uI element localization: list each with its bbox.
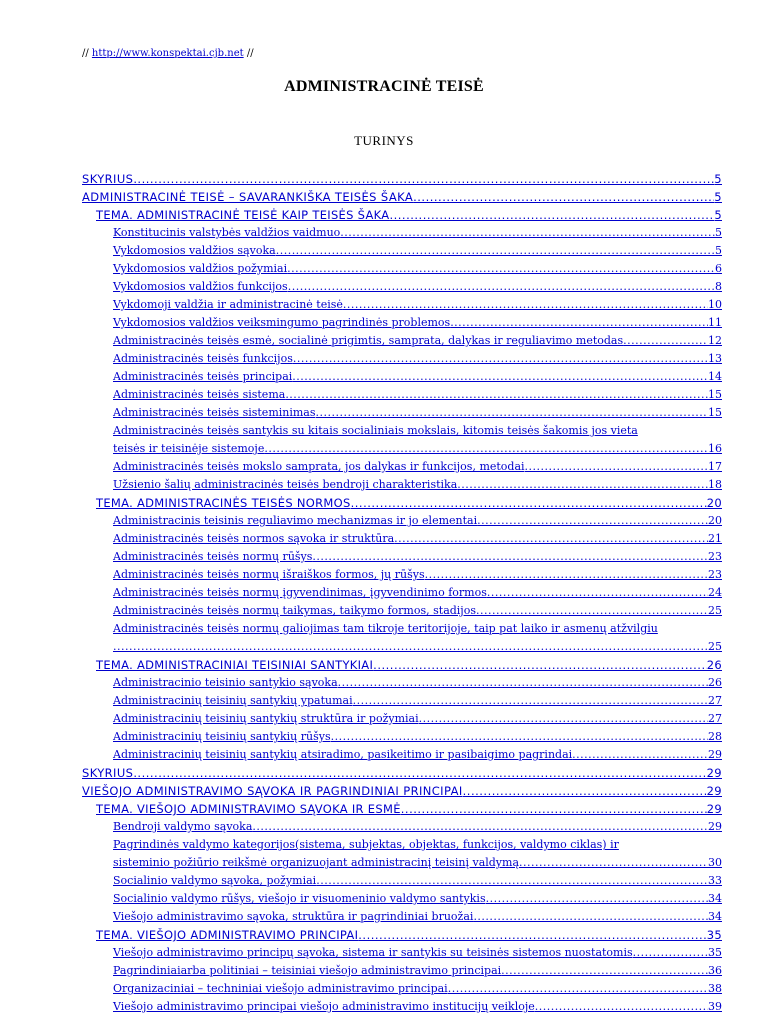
dot-leader xyxy=(292,368,708,386)
toc-entry[interactable] xyxy=(82,188,722,206)
toc-entry-text: TEMA. ADMINISTRACINIAI TEISINIAI SANTYKIAI xyxy=(96,658,374,672)
toc-entry-text: Administracinės teisės sistema xyxy=(113,388,286,401)
toc-page-number: 34 xyxy=(708,910,722,923)
toc-entry-text: Administracinių teisinių santykių ypatumai xyxy=(113,694,353,707)
toc-entry-text: Vykdomoji valdžia ir administracinė teisė xyxy=(113,298,343,311)
toc-entry[interactable] xyxy=(82,602,722,620)
toc-page-number: 33 xyxy=(708,874,722,887)
toc-entry[interactable] xyxy=(82,278,722,296)
toc-page-number: 6 xyxy=(715,262,722,275)
toc-heading: TURINYS xyxy=(354,133,414,148)
toc-page-number: 15 xyxy=(708,388,722,401)
toc-page-number: 30 xyxy=(708,856,722,869)
dot-leader xyxy=(463,782,707,800)
toc-entry[interactable] xyxy=(82,458,722,476)
dot-leader xyxy=(137,170,714,188)
toc-entry-text: Bendroji valdymo sąvoka xyxy=(113,820,253,833)
toc-entry[interactable] xyxy=(82,314,722,332)
toc-entry-text: Administracinės teisės normų įgyvendinimas, įgyvendinimo formos xyxy=(113,586,487,599)
toc-entry-text: Administracinės teisės normų rūšys xyxy=(113,550,313,563)
toc-entry[interactable] xyxy=(82,206,722,224)
dot-leader xyxy=(413,188,714,206)
toc-entry-text: Pagrindinės valdymo kategorijos(sistema, subjektas, objektas, funkcijos, valdymo ciklas) ir xyxy=(113,838,619,851)
toc-entry[interactable] xyxy=(82,368,722,386)
toc-page-number: 29 xyxy=(706,766,722,780)
toc-page-number: 35 xyxy=(708,946,722,959)
toc-page-number: 38 xyxy=(708,982,722,995)
dot-leader xyxy=(486,890,708,908)
toc-entry-text: Administracinės teisės esmė, socialinė prigimtis, samprata, dalykas ir reguliavimo metodas xyxy=(113,334,624,347)
table-of-contents xyxy=(82,170,722,1016)
toc-entry[interactable] xyxy=(82,872,722,890)
toc-page-number: 5 xyxy=(714,190,722,204)
header-prefix: // xyxy=(82,48,92,59)
toc-entry[interactable] xyxy=(82,692,722,710)
dot-leader xyxy=(285,386,708,404)
toc-entry[interactable] xyxy=(82,674,722,692)
dot-leader xyxy=(476,602,708,620)
dot-leader xyxy=(572,746,708,764)
toc-entry-text: Administracinių teisinių santykių struktūra ir požymiai xyxy=(113,712,419,725)
toc-entry[interactable] xyxy=(82,476,722,494)
dot-leader xyxy=(487,584,708,602)
toc-entry[interactable] xyxy=(82,962,722,980)
toc-entry-text: Socialinio valdymo sąvoka, požymiai xyxy=(113,874,317,887)
toc-entry-text: TEMA. VIEŠOJO ADMINISTRAVIMO PRINCIPAI xyxy=(96,928,359,942)
dot-leader xyxy=(264,440,708,458)
toc-entry-text: Vykdomosios valdžios požymiai xyxy=(113,262,288,275)
toc-entry-text: Administracinės teisės funkcijos xyxy=(113,352,293,365)
dot-leader xyxy=(353,692,708,710)
dot-leader xyxy=(288,278,715,296)
toc-entry[interactable] xyxy=(82,944,722,962)
toc-entry-text: Užsienio šalių administracinės teisės bendroji charakteristika xyxy=(113,478,458,491)
toc-page-number: 10 xyxy=(708,298,722,311)
toc-entry[interactable] xyxy=(82,584,722,602)
toc-entry-text: Administracinės teisės mokslo samprata, jos dalykas ir funkcijos, metodai xyxy=(113,460,525,473)
toc-entry-text: ADMINISTRACINĖ TEISĖ – SAVARANKIŠKA TEISĖS ŠAKA xyxy=(82,190,414,204)
dot-leader xyxy=(519,854,708,872)
toc-entry-text: TEMA. ADMINISTRACINĖ TEISĖ KAIP TEISĖS ŠAKA xyxy=(96,208,390,222)
toc-entry-text: Pagrindiniaiarba politiniai – teisiniai viešojo administravimo principai xyxy=(113,964,502,977)
dot-leader xyxy=(340,224,715,242)
toc-entry[interactable] xyxy=(82,548,722,566)
header-suffix: // xyxy=(243,48,254,59)
toc-entry[interactable] xyxy=(82,296,722,314)
toc-entry-text: Administracinės teisės sisteminimas xyxy=(113,406,316,419)
toc-entry-text: Administracinis teisinis reguliavimo mechanizmas ir jo elementai xyxy=(113,514,478,527)
toc-entry[interactable] xyxy=(82,224,722,242)
toc-entry-text: TEMA. ADMINISTRACINĖS TEISĖS NORMOS xyxy=(96,496,351,510)
document-title: ADMINISTRACINĖ TEISĖ xyxy=(284,78,484,95)
toc-page-number: 29 xyxy=(706,802,722,816)
toc-entry-text: Vykdomosios valdžios veiksmingumo pagrindinės problemos xyxy=(113,316,451,329)
dot-leader xyxy=(501,962,708,980)
toc-page-number: 34 xyxy=(708,892,722,905)
toc-page-number: 11 xyxy=(708,316,722,329)
toc-page-number: 25 xyxy=(708,640,722,653)
toc-page-number: 17 xyxy=(708,460,722,473)
toc-page-number: 8 xyxy=(715,280,722,293)
toc-entry[interactable] xyxy=(82,404,722,422)
toc-page-number: 15 xyxy=(708,406,722,419)
toc-entry[interactable] xyxy=(82,998,722,1016)
dot-leader xyxy=(351,494,707,512)
dot-leader xyxy=(477,512,708,530)
toc-entry-text: Administracinės teisės normos sąvoka ir struktūra xyxy=(113,532,395,545)
toc-entry[interactable] xyxy=(82,386,722,404)
dot-leader xyxy=(331,728,708,746)
toc-page-number: 20 xyxy=(706,496,722,510)
toc-page-number: 14 xyxy=(708,370,722,383)
toc-entry[interactable] xyxy=(82,836,722,872)
toc-entry-text-cont: sisteminio požiūrio reikšmė organizuojant administracinį teisinį valdymą xyxy=(113,856,520,869)
toc-page-number: 39 xyxy=(708,1000,722,1013)
toc-page-number: 36 xyxy=(708,964,722,977)
toc-entry[interactable] xyxy=(82,746,722,764)
toc-page-number: 5 xyxy=(715,244,722,257)
toc-entry[interactable] xyxy=(82,890,722,908)
dot-leader xyxy=(389,206,714,224)
toc-page-number: 26 xyxy=(706,658,722,672)
dot-leader xyxy=(276,242,715,260)
toc-entry[interactable] xyxy=(82,512,722,530)
toc-entry[interactable] xyxy=(82,782,722,800)
toc-entry[interactable] xyxy=(82,710,722,728)
toc-entry-text: Organizaciniai – techniniai viešojo administravimo principai xyxy=(113,982,448,995)
toc-page-number: 21 xyxy=(708,532,722,545)
toc-entry-text: Administracinių teisinių santykių atsiradimo, pasikeitimo ir pasibaigimo pagrindai xyxy=(113,748,573,761)
toc-page-number: 29 xyxy=(708,748,722,761)
toc-entry-text: VIEŠOJO ADMINISTRAVIMO SĄVOKA IR PAGRINDINIAI PRINCIPAI xyxy=(82,784,463,798)
toc-entry-text: Administracinės teisės normų taikymas, taikymo formos, stadijos xyxy=(113,604,476,617)
toc-entry[interactable] xyxy=(82,350,722,368)
toc-entry-text: TEMA. VIEŠOJO ADMINISTRAVIMO SĄVOKA IR ESMĖ xyxy=(96,802,401,816)
dot-leader xyxy=(535,998,708,1016)
toc-entry-text: Vykdomosios valdžios funkcijos xyxy=(113,280,288,293)
toc-entry-text: Administracinės teisės normų galiojimas tam tikroje teritorijoje, taip pat laiko ir asmenų atžvilgiu xyxy=(113,622,658,635)
toc-entry-text: SKYRIUS. xyxy=(82,172,138,186)
dot-leader xyxy=(633,944,708,962)
dot-leader xyxy=(312,548,708,566)
dot-leader xyxy=(425,566,708,584)
toc-entry-text: Vykdomosios valdžios sąvoka xyxy=(113,244,276,257)
page-header xyxy=(82,48,254,59)
toc-entry-text-cont: teisės ir teisinėje sistemoje xyxy=(113,442,265,455)
toc-entry-text: Socialinio valdymo rūšys, viešojo ir visuomeninio valdymo santykis xyxy=(113,892,486,905)
toc-entry[interactable] xyxy=(82,566,722,584)
toc-entry[interactable] xyxy=(82,530,722,548)
toc-entry-text: Viešojo administravimo principų sąvoka, sistema ir santykis su teisinės sistemos nuostatomis xyxy=(113,946,633,959)
dot-leader xyxy=(316,404,708,422)
toc-entry[interactable] xyxy=(82,422,722,458)
toc-entry-text: Konstitucinis valstybės valdžios vaidmuo xyxy=(113,226,341,239)
toc-page-number: 35 xyxy=(706,928,722,942)
toc-entry-text: Viešojo administravimo sąvoka, struktūra ir pagrindiniai bruožai xyxy=(113,910,474,923)
toc-entry-text: Administracinio teisinio santykio sąvoka xyxy=(113,676,338,689)
toc-entry[interactable] xyxy=(82,332,722,350)
toc-entry[interactable] xyxy=(82,260,722,278)
toc-page-number: 29 xyxy=(708,820,722,833)
dot-leader xyxy=(448,980,708,998)
toc-entry-text: Administracinės teisės principai xyxy=(113,370,293,383)
toc-page-number: 5 xyxy=(714,172,722,186)
toc-entry-text: SKYRIUS. xyxy=(82,766,138,780)
dot-leader xyxy=(252,818,708,836)
dot-leader xyxy=(137,764,706,782)
dot-leader xyxy=(287,260,715,278)
toc-entry[interactable] xyxy=(82,980,722,998)
toc-entry[interactable] xyxy=(82,728,722,746)
dot-leader xyxy=(394,530,708,548)
toc-page-number: 24 xyxy=(708,586,722,599)
dot-leader xyxy=(113,638,708,656)
toc-page-number: 23 xyxy=(708,568,722,581)
toc-entry[interactable] xyxy=(82,800,722,818)
toc-entry-text: Administracinės teisės normų išraiškos formos, jų rūšys xyxy=(113,568,425,581)
header-link[interactable]: http://www.konspektai.cjb.net xyxy=(91,48,244,59)
toc-entry-text: Administracinių teisinių santykių rūšys xyxy=(113,730,331,743)
dot-leader xyxy=(457,476,708,494)
toc-page-number: 20 xyxy=(708,514,722,527)
dot-leader xyxy=(419,710,708,728)
toc-page-number: 29 xyxy=(706,784,722,798)
dot-leader xyxy=(358,926,707,944)
dot-leader xyxy=(623,332,708,350)
toc-page-number: 13 xyxy=(708,352,722,365)
toc-entry[interactable] xyxy=(82,494,722,512)
dot-leader xyxy=(473,908,708,926)
toc-entry-text: Viešojo administravimo principai viešojo administravimo institucijų veikloje xyxy=(113,1000,535,1013)
toc-page-number: 12 xyxy=(708,334,722,347)
toc-page-number: 23 xyxy=(708,550,722,563)
toc-entry[interactable] xyxy=(82,926,722,944)
toc-page-number: 26 xyxy=(708,676,722,689)
toc-page-number: 27 xyxy=(708,694,722,707)
dot-leader xyxy=(450,314,708,332)
toc-page-number: 28 xyxy=(708,730,722,743)
toc-entry[interactable] xyxy=(82,170,722,188)
toc-page-number: 16 xyxy=(708,442,722,455)
toc-page-number: 5 xyxy=(715,226,722,239)
dot-leader xyxy=(316,872,708,890)
toc-page-number: 18 xyxy=(708,478,722,491)
toc-entry[interactable] xyxy=(82,908,722,926)
toc-entry[interactable] xyxy=(82,764,722,782)
toc-entry[interactable] xyxy=(82,620,722,656)
dot-leader xyxy=(293,350,708,368)
dot-leader xyxy=(525,458,708,476)
dot-leader xyxy=(401,800,707,818)
toc-entry-text: Administracinės teisės santykis su kitais socialiniais mokslais, kitomis teisės šakomis jos vieta xyxy=(113,424,638,437)
toc-entry[interactable] xyxy=(82,656,722,674)
dot-leader xyxy=(343,296,708,314)
toc-entry[interactable] xyxy=(82,818,722,836)
toc-page-number: 25 xyxy=(708,604,722,617)
dot-leader xyxy=(338,674,708,692)
dot-leader xyxy=(373,656,707,674)
toc-page-number: 27 xyxy=(708,712,722,725)
toc-entry[interactable] xyxy=(82,242,722,260)
toc-page-number: 5 xyxy=(714,208,722,222)
